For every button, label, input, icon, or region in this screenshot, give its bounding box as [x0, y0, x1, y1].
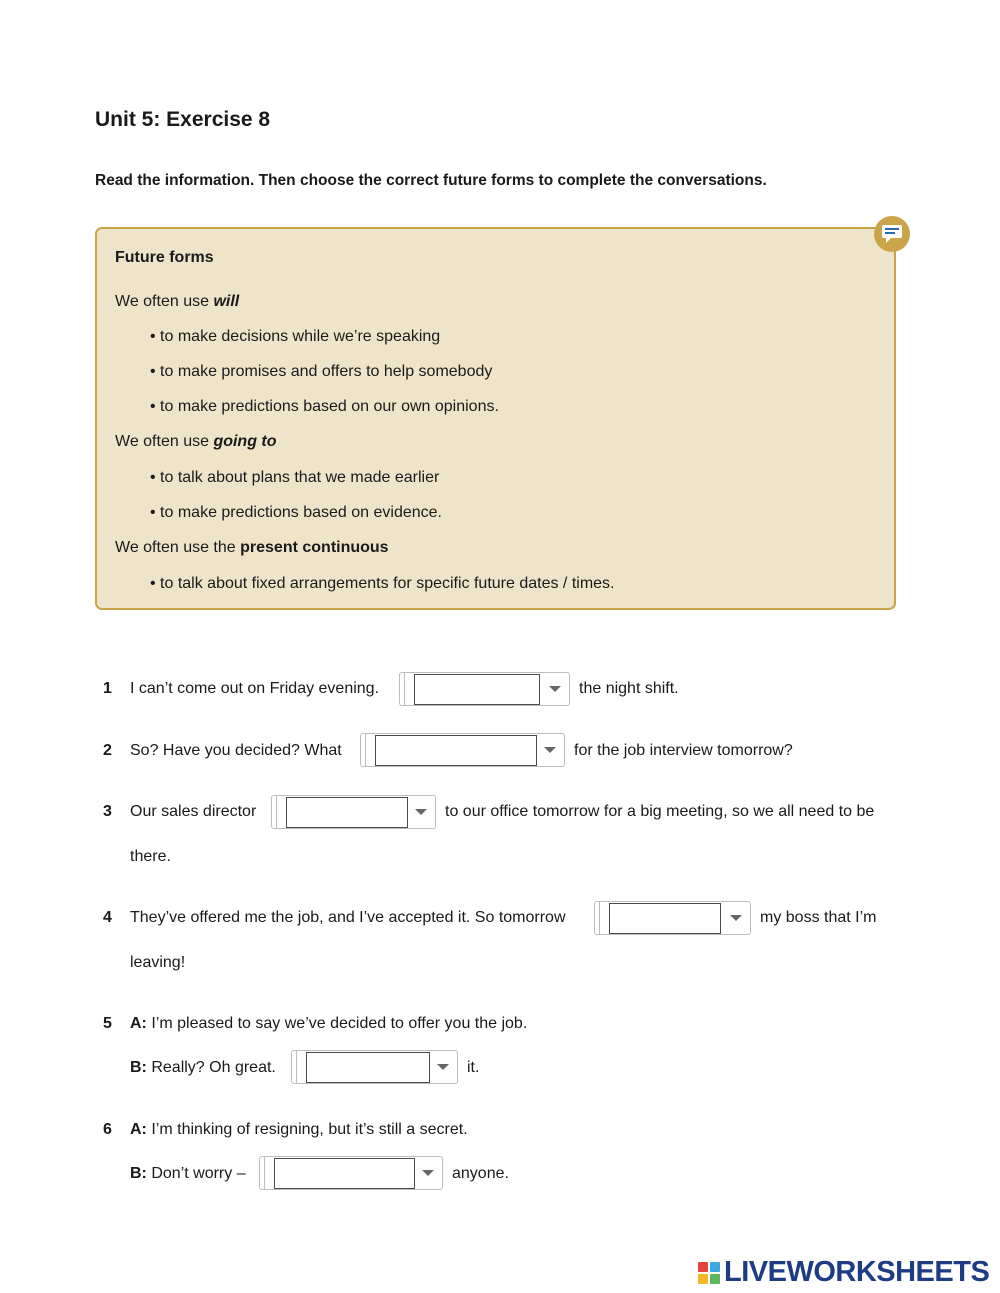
answer-dropdown-3[interactable]: [271, 795, 436, 829]
chevron-down-icon[interactable]: [722, 902, 750, 934]
going-line: We often use going to: [115, 433, 277, 450]
speaker-b-line: B: Really? Oh great.: [130, 1059, 276, 1076]
comment-icon[interactable]: [874, 216, 910, 252]
going-bullet: • to talk about plans that we made earlier: [150, 469, 440, 486]
chevron-down-icon[interactable]: [536, 734, 564, 766]
logo-blocks-icon: [698, 1262, 720, 1284]
question-number: 6: [103, 1121, 112, 1138]
question-text: They’ve offered me the job, and I’ve accepted it. So tomorrow: [130, 909, 566, 926]
speaker-a-line: A: I’m pleased to say we’ve decided to offer you the job.: [130, 1015, 528, 1032]
brand-name: LIVEWORKSHEETS: [724, 1256, 990, 1288]
will-term: will: [213, 293, 240, 310]
question-number: 1: [103, 680, 112, 697]
question-text-continued: leaving!: [130, 954, 186, 971]
answer-dropdown-4[interactable]: [594, 901, 751, 935]
question-text: So? Have you decided? What: [130, 742, 342, 759]
will-bullet: • to make decisions while we’re speaking: [150, 328, 441, 345]
question-text: anyone.: [452, 1165, 509, 1182]
liveworksheets-logo: [698, 1256, 989, 1289]
chevron-down-icon[interactable]: [414, 1157, 442, 1189]
question-number: 4: [103, 909, 112, 926]
going-term: going to: [213, 433, 277, 450]
present-line: We often use the present continuous: [115, 539, 389, 556]
page-title: Unit 5: Exercise 8: [95, 108, 271, 131]
question-text: I can’t come out on Friday evening.: [130, 680, 380, 697]
info-box: [95, 227, 896, 610]
speaker-a-line: A: I’m thinking of resigning, but it’s still a secret.: [130, 1121, 468, 1138]
question-text: for the job interview tomorrow?: [574, 742, 793, 759]
chevron-down-icon[interactable]: [429, 1051, 457, 1083]
will-line: We often use will: [115, 293, 240, 310]
will-bullet: • to make promises and offers to help somebody: [150, 363, 493, 380]
question-number: 5: [103, 1015, 112, 1032]
question-text: the night shift.: [579, 680, 679, 697]
question-text: Our sales director: [130, 803, 257, 820]
chevron-down-icon[interactable]: [541, 673, 569, 705]
question-text: my boss that I’m: [760, 909, 877, 926]
chevron-down-icon[interactable]: [407, 796, 435, 828]
question-text: to our office tomorrow for a big meeting, so we all need to be: [445, 803, 875, 820]
answer-dropdown-6[interactable]: [259, 1156, 443, 1190]
instruction-text: Read the information. Then choose the correct future forms to complete the conversations.: [95, 172, 767, 189]
will-bullet: • to make predictions based on our own opinions.: [150, 398, 499, 415]
present-term: present continuous: [240, 539, 389, 556]
question-number: 2: [103, 742, 112, 759]
question-text-continued: there.: [130, 848, 171, 865]
speaker-b-line: B: Don’t worry –: [130, 1165, 246, 1182]
answer-dropdown-2[interactable]: [360, 733, 565, 767]
question-text: it.: [467, 1059, 480, 1076]
info-box-heading: Future forms: [115, 249, 214, 266]
question-number: 3: [103, 803, 112, 820]
answer-dropdown-5[interactable]: [291, 1050, 458, 1084]
answer-dropdown-1[interactable]: [399, 672, 570, 706]
going-bullet: • to make predictions based on evidence.: [150, 504, 442, 521]
present-bullet: • to talk about fixed arrangements for specific future dates / times.: [150, 575, 615, 592]
